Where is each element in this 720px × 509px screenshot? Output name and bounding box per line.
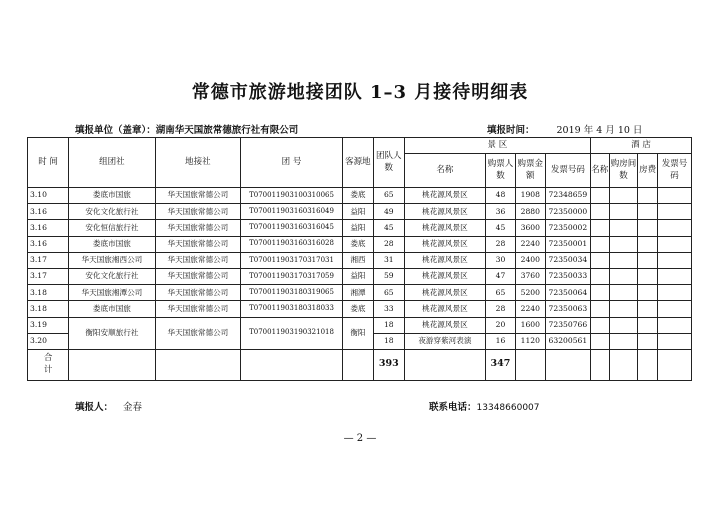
cell-time: 3.10 xyxy=(28,188,69,204)
filler-label: 填报人： xyxy=(75,402,114,413)
total-people: 393 xyxy=(373,349,404,380)
cell-invoice: 72350063 xyxy=(545,301,590,317)
table-row xyxy=(28,188,692,204)
header-hotel: 酒 店 xyxy=(591,138,692,154)
header-ground-agency: 地接社 xyxy=(155,138,240,188)
cell-hotel-invoice xyxy=(657,301,691,317)
cell-rooms xyxy=(609,317,638,333)
table-row xyxy=(28,301,692,317)
cell-room-fee xyxy=(638,317,658,333)
cell-source: 娄底 xyxy=(342,236,373,252)
cell-room-fee xyxy=(638,220,658,236)
cell-group-no: T070011903160316049 xyxy=(241,204,343,220)
cell-scenic: 桃花源风景区 xyxy=(404,317,485,333)
cell-empty xyxy=(591,349,610,380)
cell-amount: 3600 xyxy=(515,220,545,236)
cell-scenic: 桃花源风景区 xyxy=(404,285,485,301)
cell-ground: 华天国旅常德公司 xyxy=(155,285,240,301)
cell-empty xyxy=(545,349,590,380)
cell-scenic: 桃花源风景区 xyxy=(404,268,485,284)
cell-group-no: T070011903170317059 xyxy=(241,268,343,284)
cell-invoice: 72350034 xyxy=(545,252,590,268)
cell-amount: 2880 xyxy=(515,204,545,220)
cell-people: 65 xyxy=(373,188,404,204)
cell-people: 18 xyxy=(373,317,404,333)
total-tickets: 347 xyxy=(486,349,516,380)
cell-tickets: 65 xyxy=(486,285,516,301)
cell-amount: 1908 xyxy=(515,188,545,204)
fill-time-label: 填报时间： xyxy=(487,125,535,136)
cell-people: 31 xyxy=(373,252,404,268)
table-row xyxy=(28,252,692,268)
cell-hotel-name xyxy=(591,285,610,301)
cell-rooms xyxy=(609,285,638,301)
cell-ground: 华天国旅常德公司 xyxy=(155,188,240,204)
cell-invoice: 72348659 xyxy=(545,188,590,204)
cell-rooms xyxy=(609,188,638,204)
header-ticket-people: 购票人数 xyxy=(486,154,516,188)
cell-source: 湘潭 xyxy=(342,285,373,301)
cell-group-no: T070011903180318033 xyxy=(241,301,343,317)
cell-room-fee xyxy=(638,285,658,301)
header-time: 时 间 xyxy=(28,138,69,188)
cell-hotel-name xyxy=(591,204,610,220)
cell-group-no: T070011903170317031 xyxy=(241,252,343,268)
cell-group: 华天国旅湘西公司 xyxy=(69,252,155,268)
cell-group-no: T070011903100310065 xyxy=(241,188,343,204)
cell-group: 娄底市国旅 xyxy=(69,188,155,204)
header-invoice-no: 发票号码 xyxy=(545,154,590,188)
cell-people: 49 xyxy=(373,204,404,220)
fill-time-line xyxy=(487,122,642,136)
fill-unit-value: 湖南华天国旅常德旅行社有限公司 xyxy=(155,125,299,136)
cell-hotel-invoice xyxy=(657,317,691,333)
cell-empty xyxy=(638,349,658,380)
cell-tickets: 16 xyxy=(486,333,516,349)
cell-tickets: 30 xyxy=(486,252,516,268)
cell-source: 湘西 xyxy=(342,252,373,268)
cell-tickets: 47 xyxy=(486,268,516,284)
cell-scenic: 桃花源风景区 xyxy=(404,301,485,317)
table-row xyxy=(28,220,692,236)
cell-source: 益阳 xyxy=(342,204,373,220)
cell-source: 衡阳 xyxy=(342,317,373,349)
cell-people: 18 xyxy=(373,333,404,349)
cell-group-no: T070011903190321018 xyxy=(241,317,343,349)
header-hotel-name: 名称 xyxy=(591,154,610,188)
cell-empty xyxy=(657,349,691,380)
cell-amount: 2240 xyxy=(515,301,545,317)
cell-group: 娄底市国旅 xyxy=(69,236,155,252)
cell-room-fee xyxy=(638,301,658,317)
cell-room-fee xyxy=(638,333,658,349)
cell-amount: 1600 xyxy=(515,317,545,333)
cell-empty xyxy=(69,349,155,380)
cell-people: 45 xyxy=(373,220,404,236)
header-hotel-invoice: 发票号码 xyxy=(657,154,691,188)
cell-empty xyxy=(609,349,638,380)
cell-group: 安化恒信旅行社 xyxy=(69,220,155,236)
cell-ground: 华天国旅常德公司 xyxy=(155,317,240,349)
filler-value: 金春 xyxy=(123,402,143,413)
cell-empty xyxy=(241,349,343,380)
header-scenic-name: 名称 xyxy=(404,154,485,188)
cell-group-no: T070011903160316028 xyxy=(241,236,343,252)
cell-time: 3.19 xyxy=(28,317,69,333)
cell-time: 3.16 xyxy=(28,236,69,252)
cell-rooms xyxy=(609,301,638,317)
cell-scenic: 夜游穿紫河表演 xyxy=(404,333,485,349)
cell-people: 65 xyxy=(373,285,404,301)
cell-room-fee xyxy=(638,268,658,284)
cell-tickets: 28 xyxy=(486,236,516,252)
cell-group-no: T070011903160316045 xyxy=(241,220,343,236)
cell-source: 益阳 xyxy=(342,268,373,284)
cell-hotel-name xyxy=(591,236,610,252)
cell-group: 华天国旅湘潭公司 xyxy=(69,285,155,301)
cell-invoice: 72350002 xyxy=(545,220,590,236)
cell-time: 3.17 xyxy=(28,268,69,284)
cell-time: 3.20 xyxy=(28,333,69,349)
cell-rooms xyxy=(609,252,638,268)
table-body xyxy=(28,188,692,381)
cell-hotel-invoice xyxy=(657,204,691,220)
cell-ground: 华天国旅常德公司 xyxy=(155,204,240,220)
cell-ground: 华天国旅常德公司 xyxy=(155,220,240,236)
cell-ground: 华天国旅常德公司 xyxy=(155,301,240,317)
cell-scenic: 桃花源风景区 xyxy=(404,252,485,268)
cell-amount: 3760 xyxy=(515,268,545,284)
cell-time: 3.16 xyxy=(28,204,69,220)
cell-group-no: T070011903180319065 xyxy=(241,285,343,301)
cell-empty xyxy=(342,349,373,380)
cell-people: 59 xyxy=(373,268,404,284)
cell-hotel-name xyxy=(591,301,610,317)
header-room-fee: 房费 xyxy=(638,154,658,188)
phone-label: 联系电话： xyxy=(429,402,477,413)
cell-rooms xyxy=(609,204,638,220)
cell-scenic: 桃花源风景区 xyxy=(404,204,485,220)
phone-value: 13348660007 xyxy=(476,403,540,413)
cell-group: 衡阳安顺旅行社 xyxy=(69,317,155,349)
cell-amount: 5200 xyxy=(515,285,545,301)
header-ticket-amount: 购票金额 xyxy=(515,154,545,188)
cell-source: 益阳 xyxy=(342,220,373,236)
cell-amount: 2240 xyxy=(515,236,545,252)
table-row xyxy=(28,285,692,301)
cell-rooms xyxy=(609,236,638,252)
cell-hotel-name xyxy=(591,188,610,204)
cell-hotel-invoice xyxy=(657,188,691,204)
cell-scenic: 桃花源风景区 xyxy=(404,188,485,204)
total-label: 合计 xyxy=(28,349,69,380)
cell-ground: 华天国旅常德公司 xyxy=(155,236,240,252)
page-number: — 2 — xyxy=(343,433,377,444)
cell-amount: 2400 xyxy=(515,252,545,268)
cell-invoice: 72350064 xyxy=(545,285,590,301)
cell-scenic: 桃花源风景区 xyxy=(404,220,485,236)
detail-table xyxy=(27,137,692,381)
header-group-no: 团 号 xyxy=(241,138,343,188)
cell-group: 安化文化旅行社 xyxy=(69,204,155,220)
cell-hotel-name xyxy=(591,252,610,268)
cell-group: 安化文化旅行社 xyxy=(69,268,155,284)
cell-room-fee xyxy=(638,188,658,204)
fill-time-value: 2019 年 4 月 10 日 xyxy=(556,125,643,136)
cell-rooms xyxy=(609,220,638,236)
cell-hotel-name xyxy=(591,268,610,284)
cell-tickets: 48 xyxy=(486,188,516,204)
cell-hotel-invoice xyxy=(657,252,691,268)
table-row xyxy=(28,317,692,333)
cell-time: 3.16 xyxy=(28,220,69,236)
cell-hotel-name xyxy=(591,333,610,349)
cell-invoice: 72350001 xyxy=(545,236,590,252)
header-group-agency: 组团社 xyxy=(69,138,155,188)
cell-source: 娄底 xyxy=(342,301,373,317)
cell-hotel-invoice xyxy=(657,333,691,349)
cell-ground: 华天国旅常德公司 xyxy=(155,268,240,284)
table-row xyxy=(28,268,692,284)
cell-tickets: 28 xyxy=(486,301,516,317)
cell-people: 28 xyxy=(373,236,404,252)
cell-ground: 华天国旅常德公司 xyxy=(155,252,240,268)
cell-room-fee xyxy=(638,236,658,252)
fill-unit-label: 填报单位（盖章）： xyxy=(75,125,156,136)
cell-tickets: 45 xyxy=(486,220,516,236)
cell-people: 33 xyxy=(373,301,404,317)
cell-empty xyxy=(404,349,485,380)
table-row xyxy=(28,204,692,220)
cell-tickets: 36 xyxy=(486,204,516,220)
cell-hotel-invoice xyxy=(657,236,691,252)
cell-rooms xyxy=(609,268,638,284)
cell-time: 3.18 xyxy=(28,285,69,301)
cell-empty xyxy=(155,349,240,380)
cell-scenic: 桃花源风景区 xyxy=(404,236,485,252)
cell-room-fee xyxy=(638,252,658,268)
cell-invoice: 63200561 xyxy=(545,333,590,349)
cell-hotel-invoice xyxy=(657,268,691,284)
cell-time: 3.17 xyxy=(28,252,69,268)
cell-source: 娄底 xyxy=(342,188,373,204)
cell-invoice: 72350033 xyxy=(545,268,590,284)
page-title: 常德市旅游地接团队 1–3 月接待明细表 xyxy=(191,82,529,103)
cell-group: 娄底市国旅 xyxy=(69,301,155,317)
cell-empty xyxy=(515,349,545,380)
header-people: 团队人数 xyxy=(373,138,404,188)
cell-rooms xyxy=(609,333,638,349)
cell-hotel-invoice xyxy=(657,220,691,236)
cell-hotel-invoice xyxy=(657,285,691,301)
cell-invoice: 72350766 xyxy=(545,317,590,333)
cell-time: 3.18 xyxy=(28,301,69,317)
header-source: 客源地 xyxy=(342,138,373,188)
cell-amount: 1120 xyxy=(515,333,545,349)
cell-hotel-name xyxy=(591,220,610,236)
cell-room-fee xyxy=(638,204,658,220)
total-row xyxy=(28,349,692,380)
cell-hotel-name xyxy=(591,317,610,333)
phone-line xyxy=(429,399,540,413)
filler-line xyxy=(75,399,142,413)
cell-invoice: 72350000 xyxy=(545,204,590,220)
cell-tickets: 20 xyxy=(486,317,516,333)
table-row xyxy=(28,236,692,252)
header-scenic: 景 区 xyxy=(404,138,590,154)
fill-unit-line xyxy=(75,122,298,136)
header-rooms: 购房间数 xyxy=(609,154,638,188)
